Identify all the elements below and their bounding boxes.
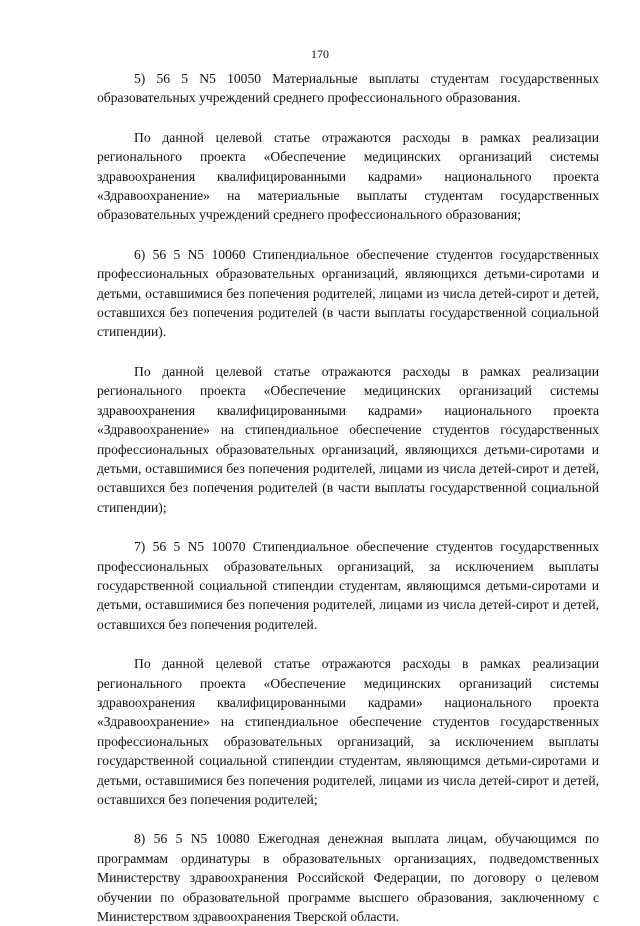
- paragraph-item-5-description: По данной целевой статье отражаются расходы в рамках реализации регионального проекта «Обеспечение медицинских организаций системы здравоохранения квалифицированными кадрами» национального проекта «Здравоохранение» на материальные выплаты студентам государственных образовательных учреждений среднего профессионального образования;: [97, 129, 599, 223]
- paragraph-item-8-heading: 8) 56 5 N5 10080 Ежегодная денежная выплата лицам, обучающимся по программам ординатуры в образовательных организациях, подведомственных Министерству здравоохранения Российской Федерации, по договору о целевом обучении по образовательной программе высшего образования, заключенному с Министерством здравоохранения Тверской области.: [97, 831, 599, 925]
- paragraph-item-5-heading: 5) 56 5 N5 10050 Материальные выплаты студентам государственных образовательных учреждений среднего профессионального образования.: [97, 71, 599, 106]
- document-body: [97, 69, 599, 926]
- paragraph-item-7-description: По данной целевой статье отражаются расходы в рамках реализации регионального проекта «Обеспечение медицинских организаций системы здравоохранения квалифицированными кадрами» национального проекта «Здравоохранение» на стипендиальное обеспечение студентов государственных профессиональных образовательных организаций, за исключением выплаты государственной социальной стипендии студентам, являющимся детьми-сиротами и детьми, оставшимися без попечения родителей, лицами из числа детей-сирот и детей, оставшихся без попечения родителей;: [97, 656, 599, 807]
- paragraph-item-6-description: По данной целевой статье отражаются расходы в рамках реализации регионального проекта «Обеспечение медицинских организаций системы здравоохранения квалифицированными кадрами» национального проекта «Здравоохранение» на стипендиальное обеспечение студентов государственных профессиональных образовательных организаций, являющихся детьми-сиротами и детьми, оставшимися без попечения родителей, лицами из числа детей-сирот и детей, оставшихся без попечения родителей (в части выплаты государственной социальной стипендии);: [97, 363, 599, 515]
- paragraph-item-6-heading: 6) 56 5 N5 10060 Стипендиальное обеспечение студентов государственных профессиональных образовательных организаций, являющихся детьми-сиротами и детьми, оставшимися без попечения родителей, лицами из числа детей-сирот и детей, оставшихся без попечения родителей (в части выплаты государственной социальной стипендии).: [97, 246, 599, 340]
- page-number: 170: [311, 47, 329, 61]
- paragraph-item-7-heading: 7) 56 5 N5 10070 Стипендиальное обеспечение студентов государственных профессиональных образовательных организаций, за исключением выплаты государственной социальной стипендии студентам, являющимся детьми-сиротами и детьми, оставшимися без попечения родителей, лицами из числа детей-сирот и детей, оставшихся без попечения родителей.: [97, 539, 599, 632]
